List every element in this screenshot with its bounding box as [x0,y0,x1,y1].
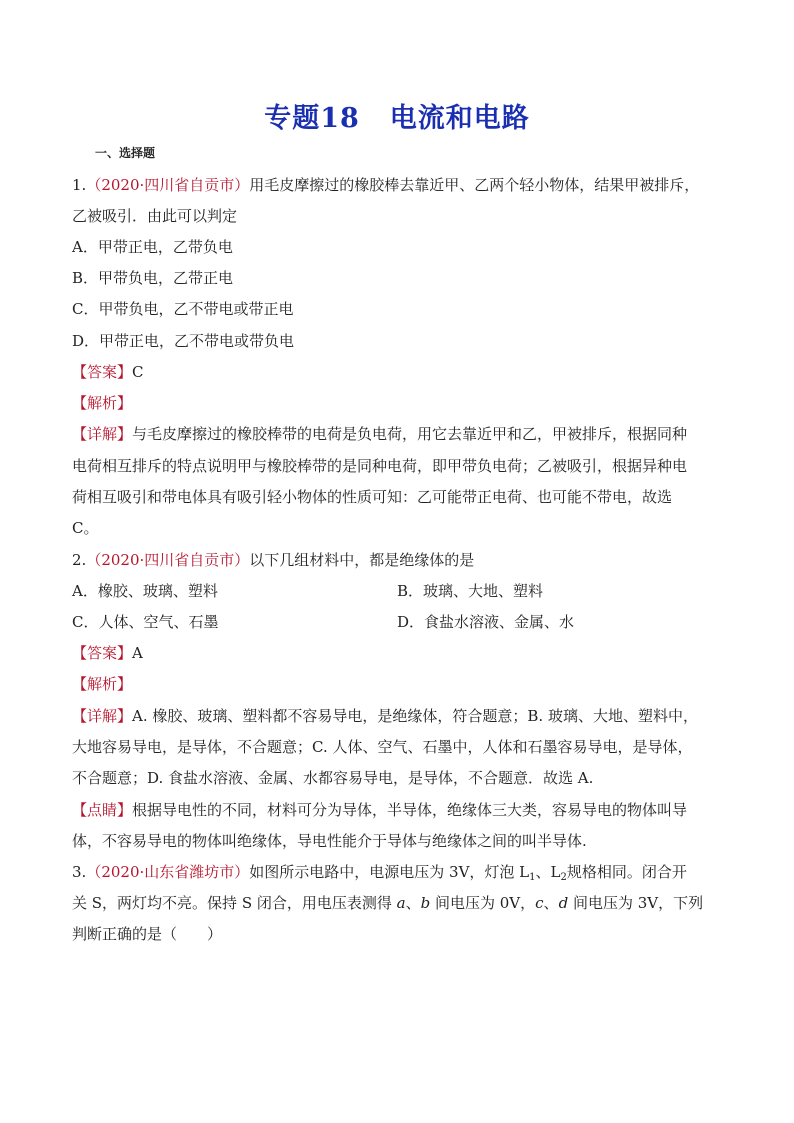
q1-analysis-label: 【解析】 [72,394,133,412]
q1-detail-line2: 电荷相互排斥的特点说明甲与橡胶棒带的是同种电荷，即甲带负电荷；乙被吸引，根据异种电 [72,457,688,475]
section-heading: 一、选择题 [95,146,156,160]
q3-point-d: d [558,894,569,912]
q2-detail-text1: A. 橡胶、玻璃、塑料都不容易导电，是绝缘体，符合题意；B. 玻璃、大地、塑料中， [132,707,698,725]
q2-option-b: B．玻璃、大地、塑料 [397,582,544,600]
q1-detail-line3: 荷相互吸引和带电体具有吸引轻小物体的性质可知：乙可能带正电荷、也可能不带电，故选 [72,488,673,506]
q2-tip-text1: 根据导电性的不同，材料可分为导体，半导体，绝缘体三大类，容易导电的物体叫导 [132,801,688,819]
q2-detail-line3: 不合题意；D. 食盐水溶液、金属、水都容易导电，是导体，不合题意．故选 A. [72,769,594,787]
q3-l1-sub2: 2 [560,872,567,883]
q3-l1-mid: 、L [535,863,561,881]
q2-answer-label: 【答案】 [72,644,133,662]
q2-tip-line1 [72,799,687,821]
q2-analysis-label: 【解析】 [72,675,133,693]
q2-source: （2020·四川省自贡市） [86,551,250,569]
q1-stem-line2: 乙被吸引．由此可以判定 [72,207,238,225]
q1-detail-label: 【详解】 [72,425,133,443]
q3-l2-post: 间电压为 3V，下列 [568,894,704,912]
q3-l2-mid: 间电压为 0V， [430,894,536,912]
q2-tip-label: 【点睛】 [72,801,133,819]
q3-point-c: c [535,894,544,912]
q1-detail-text1: 与毛皮摩擦过的橡胶棒带的电荷是负电荷，用它去靠近甲和乙，甲被排斥，根据同种 [132,425,688,443]
q1-option-b: B．甲带负电，乙带正电 [72,269,234,287]
q3-point-b: b [420,894,431,912]
q1-answer-label: 【答案】 [72,363,133,381]
q2-option-c: C．人体、空气、石墨 [72,613,219,631]
q1-option-d: D．甲带正电，乙不带电或带负电 [72,332,295,350]
q2-detail-line2: 大地容易导电，是导体，不合题意；C. 人体、空气、石墨中，人体和石墨容易导电，是导体， [72,738,693,756]
q1-option-a: A．甲带正电，乙带负电 [72,238,233,256]
q2-option-a: A．橡胶、玻璃、塑料 [72,582,218,600]
title-main: 电流和电路 [389,103,530,134]
q3-l1-post: 规格相同。闭合开 [566,863,687,881]
q1-option-c: C．甲带负电，乙不带电或带正电 [72,300,294,318]
q1-answer [72,361,144,383]
q2-answer-value: A [132,644,143,662]
title-prefix: 专题18 [264,103,360,134]
q1-source: （2020·四川省自贡市） [86,176,250,194]
q3-point-a: a [396,894,406,912]
q3-number: 3. [72,863,87,881]
q2-tip-line2: 体，不容易导电的物体叫绝缘体，导电性能介于导体与绝缘体之间的叫半导体. [72,832,587,850]
q1-number: 1. [72,176,87,194]
q3-l1-pre: 如图所示电路中，电源电压为 3V，灯泡 L [249,863,530,881]
q1-detail-line1 [72,423,687,445]
q1-answer-value: C [132,363,144,381]
q3-l1-sub1: 1 [529,872,536,883]
page-title [0,96,794,135]
q1-stem-text1: 用毛皮摩擦过的橡胶棒去靠近甲、乙两个轻小物体，结果甲被排斥， [249,176,700,194]
q2-answer [72,642,143,664]
q3-stem-line1 [72,861,687,889]
q3-l2-sep2: 、 [543,894,559,912]
q1-detail-line4: C。 [72,519,99,537]
q3-l2-pre: 关 S，两灯均不亮。保持 S 闭合，用电压表测得 [72,894,397,912]
q2-options-row2 [72,611,218,633]
q3-l2-sep1: 、 [405,894,421,912]
q2-stem-text: 以下几组材料中，都是绝缘体的是 [249,551,475,569]
q2-stem [72,549,474,571]
q2-detail-label: 【详解】 [72,707,133,725]
q1-stem-line1 [72,174,699,196]
q2-option-d: D．食盐水溶液、金属、水 [397,613,575,631]
q3-stem-line3: 判断正确的是（ ） [72,925,223,943]
q3-source: （2020·山东省潍坊市） [86,863,250,881]
q2-detail-line1 [72,705,698,727]
q2-number: 2. [72,551,87,569]
q2-options-row1 [72,580,218,602]
q3-stem-line2 [72,892,703,914]
